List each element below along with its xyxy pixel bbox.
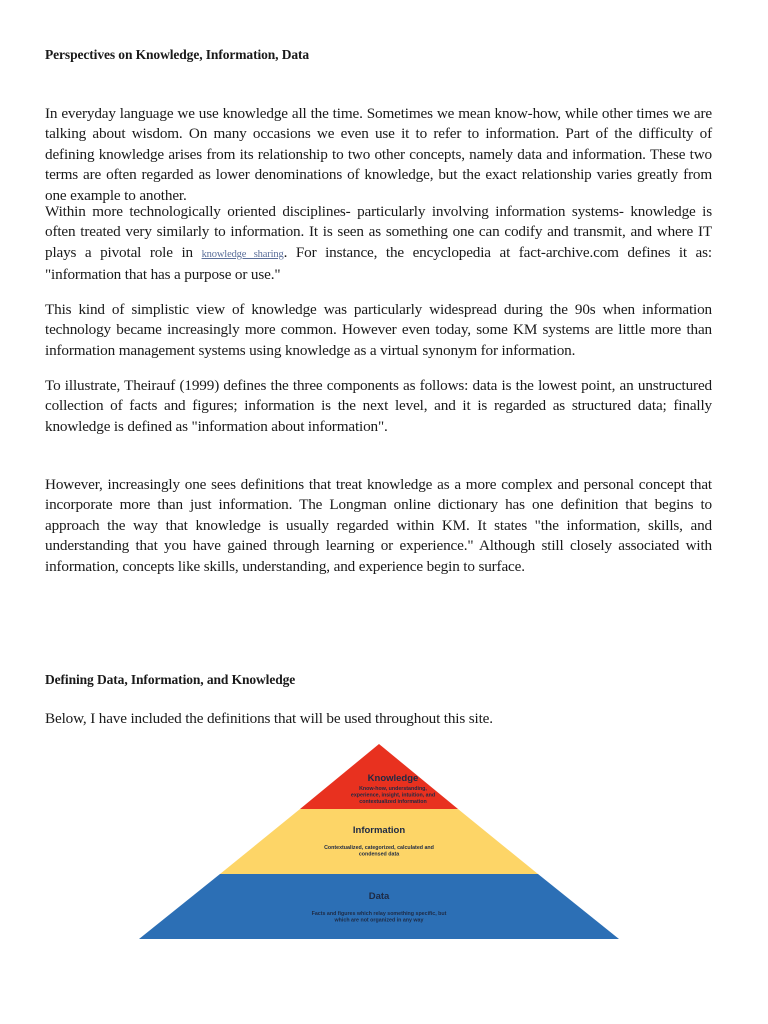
- paragraph-text-part: Within more technologically oriented disciplines- particularly involving information systems- knowledge is often treated very similarly to information. It is seen as something one can codify and transmit, and where IT plays a pivotal role in: [45, 203, 712, 261]
- paragraph-technological-disciplines: [45, 202, 712, 286]
- pyramid-desc-data-line2: which are not organized in any way: [334, 917, 424, 924]
- paragraph-everyday-language: In everyday language we use knowledge all the time. Sometimes we mean know-how, while other times we are talking about wisdom. On many occasions we even use it to refer to information. Part of the difficulty of defining knowledge arises from its relationship to two other concepts, namely data and information. These two terms are often regarded as lower denominations of knowledge, but the exact relationship varies greatly from one example to another.: [45, 105, 712, 204]
- pyramid-tier-data: [139, 874, 619, 939]
- section-heading-defining: Defining Data, Information, and Knowledge: [45, 672, 296, 687]
- pyramid-desc-knowledge-line3: contextualized information: [359, 799, 427, 805]
- pyramid-desc-data-line1: Facts and figures which relay something specific, but: [311, 911, 447, 917]
- pyramid-label-data: Data: [368, 891, 390, 902]
- paragraph-theirauf: To illustrate, Theirauf (1999) defines the three components as follows: data is the lowest point, an unstructured collection of facts and figures; information is the next level, and it is regarded as structured data; finally knowledge is defined as "information about information".: [45, 377, 712, 435]
- knowledge-sharing-link[interactable]: knowledge sharing: [201, 248, 284, 260]
- paragraph-text-part: . For instance, the encyclopedia at fact-archive.com defines it as: "information that has a purpose or use.": [45, 243, 712, 284]
- pyramid-desc-knowledge-line1: Know-how, understanding,: [359, 786, 427, 792]
- pyramid-label-information: Information: [352, 825, 406, 836]
- pyramid-desc-knowledge-line2: experience, insight, intuition, and: [350, 792, 436, 799]
- dikw-pyramid-diagram: [137, 742, 621, 942]
- pyramid-desc-information-line2: condensed data: [358, 851, 400, 858]
- pyramid-desc-information-line1: Contextualized, categorized, calculated and: [324, 845, 434, 851]
- section-heading-perspectives: Perspectives on Knowledge, Information, Data: [45, 47, 310, 62]
- paragraph-longman: However, increasingly one sees definitions that treat knowledge as a more complex and personal concept that incorporate more than just information. The Longman online dictionary has one definition that begins to approach the way that knowledge is usually regarded within KM. It states "the information, skills, and understanding that you have gained through learning or experience." Although still closely associated with information, concepts like skills, understanding, and experience begin to surface.: [45, 476, 712, 575]
- paragraph-definitions-intro: Below, I have included the definitions that will be used throughout this site.: [45, 710, 493, 727]
- pyramid-label-knowledge: Knowledge: [367, 773, 419, 784]
- paragraph-simplistic-view: This kind of simplistic view of knowledge was particularly widespread during the 90s when information technology became increasingly more common. However even today, some KM systems are little more than information management systems using knowledge as a virtual synonym for information.: [45, 301, 712, 359]
- pyramid-tier-information: [220, 809, 538, 874]
